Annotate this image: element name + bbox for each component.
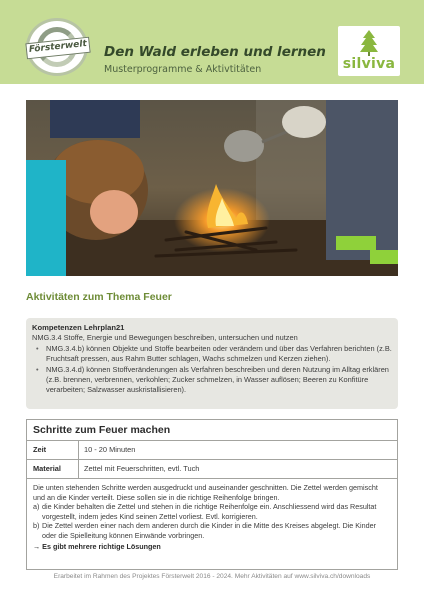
material-row xyxy=(27,460,397,479)
zeit-value: 10 - 20 Minuten xyxy=(84,445,136,454)
solutions-link[interactable]: → Es gibt mehrere richtige Lösungen xyxy=(33,541,161,551)
kompetenz-item: • NMG.3.4.b) können Objekte und Stoffe bearbeiten oder verändern und über das Verfahren berichten (z.B. Fruchtsaft pressen, aus Rahm Butter schlagen, Wachs schmelzen und Kerzen ziehen). xyxy=(32,344,392,365)
kompetenzen-box xyxy=(26,318,398,409)
kompetenzen-title: Kompetenzen Lehrplan21 xyxy=(32,323,125,332)
campfire-photo xyxy=(26,100,398,276)
step-marker: a) xyxy=(33,502,40,512)
steps-title: Schritte zum Feuer machen xyxy=(27,420,397,441)
page-footer: Erarbeitet im Rahmen des Projektes Försterwelt 2016 - 2024. Mehr Aktivitäten auf www.silviva.ch/downloads xyxy=(53,573,371,580)
step-marker: b) xyxy=(33,521,40,531)
step-item-b xyxy=(33,521,391,540)
step-text: die Kinder behalten die Zettel und stehen in die richtige Reihenfolge ein. Anschliessend wird das Resultat vorgestellt, indem jedes Kind seinen Zettel vorliest. Evtl. korrigieren. xyxy=(42,502,377,521)
steps-intro: Die unten stehenden Schritte werden ausgedruckt und auseinander geschnitten. Die Zettel werden gemischt und an die Kinder verteilt. Diese sollen sie in die richtige Reihenfolge bringen. xyxy=(33,483,378,502)
header-subtitle: Musterprogramme & Aktivtitäten xyxy=(104,64,262,75)
campfire-illustration xyxy=(26,100,398,276)
steps-body xyxy=(27,479,397,555)
kompetenz-item: • NMG.3.4.d) können Stoffveränderungen als Verfahren beschreiben und deren Nutzung im Alltag erklären (z.B. brennen, verbrennen, verkohlen; Zucker schmelzen, in Wasser auflösen; Beeren zu Konfitüre verarbeiten; Salzwasser auskristallisieren). xyxy=(32,365,392,396)
silviva-logo xyxy=(338,26,400,76)
logo-banner-text: Försterwelt xyxy=(25,37,90,60)
header-title: Den Wald erleben und lernen xyxy=(104,44,326,60)
section-title: Aktivitäten zum Thema Feuer xyxy=(26,291,172,303)
zeit-label: Zeit xyxy=(27,441,79,459)
steps-table xyxy=(26,419,398,570)
silviva-logo-text: silviva xyxy=(342,56,396,72)
step-text: Die Zettel werden einer nach dem anderen durch die Kinder in die Mitte des Kreises abgelegt. Die Kinder oder die Spielleitung können Einwände vorbringen. xyxy=(42,521,377,540)
tree-icon xyxy=(360,30,378,56)
material-value: Zettel mit Feuerschritten, evtl. Tuch xyxy=(84,464,200,473)
step-item-a xyxy=(33,502,391,521)
material-label: Material xyxy=(27,460,79,478)
page-header xyxy=(0,0,424,84)
kompetenzen-intro: NMG.3.4 Stoffe, Energie und Bewegungen beschreiben, untersuchen und nutzen xyxy=(32,333,298,343)
zeit-row xyxy=(27,441,397,460)
kompetenzen-list xyxy=(32,344,392,396)
